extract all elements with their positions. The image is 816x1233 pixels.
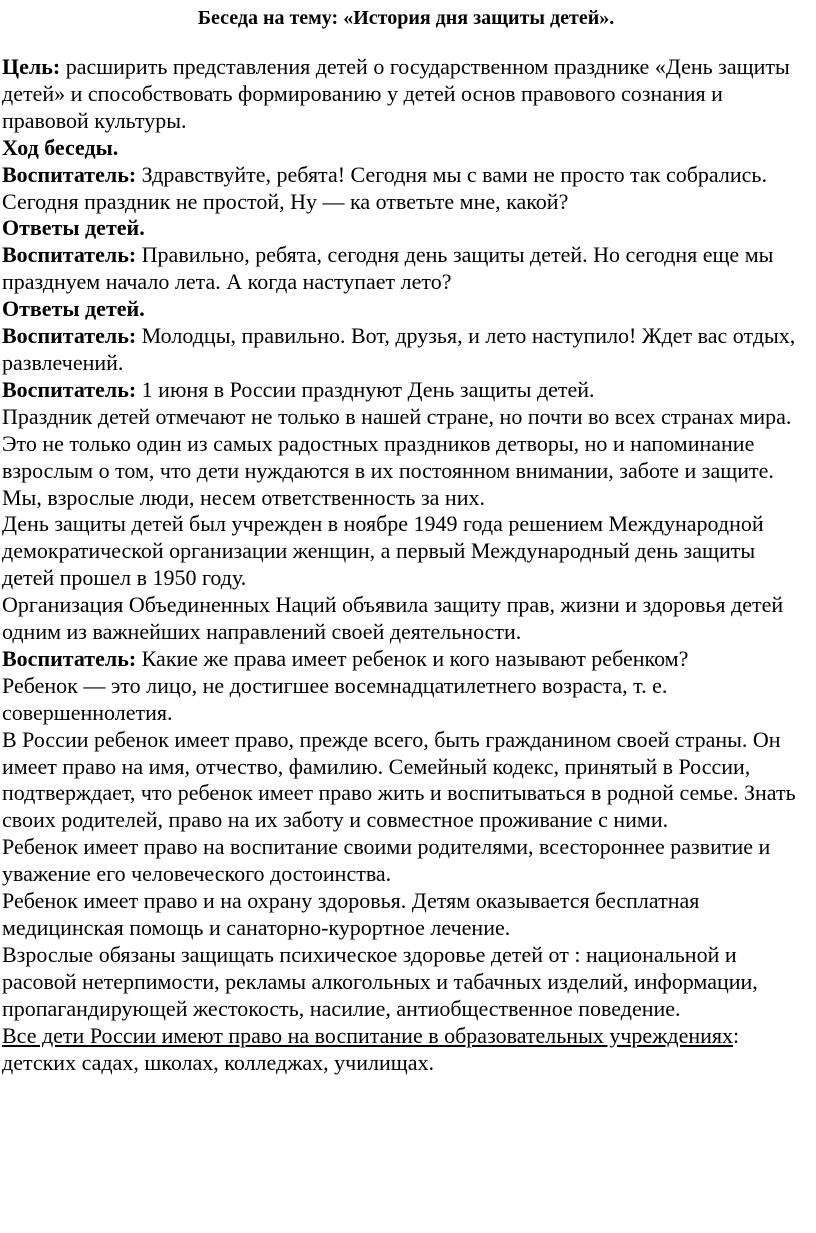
teacher-line-2: [2, 242, 810, 296]
teacher-label: Воспитатель:: [2, 161, 137, 187]
teacher-text-4: 1 июня в России празднуют День защиты детей.: [136, 376, 595, 402]
teacher-line-3: [2, 323, 810, 377]
education-underlined: Все дети России имеют право на воспитание в образовательных учреждениях: [2, 1022, 734, 1048]
education-rest: : детских садах, школах, колледжах, училищах.: [2, 1022, 740, 1075]
paragraph-education: [2, 1023, 810, 1077]
children-answers-2: Ответы детей.: [2, 296, 145, 322]
paragraph-un: Организация Объединенных Наций объявила защиту прав, жизни и здоровья детей одним из важнейших направлений своей деятельности.: [2, 592, 784, 645]
teacher-text-3: Молодцы, правильно. Вот, друзья, и лето наступило! Ждет вас отдых, развлечений.: [2, 323, 796, 375]
paragraph-adults: Взрослые обязаны защищать психическое здоровье детей от : национальной и расовой нетерпимости, рекламы алкогольных и табачных изделий, информации, пропагандирующей жестокость, насилие, антиобщественное поведение.: [2, 941, 758, 1021]
goal-label: Цель:: [2, 54, 61, 79]
paragraph-history: День защиты детей был учрежден в ноябре 1949 года решением Международной демократической организации женщин, а первый Международный день защиты детей прошел в 1950 году.: [2, 511, 764, 591]
teacher-text-5: Какие же права имеет ребенок и кого называют ребенком?: [136, 645, 689, 671]
teacher-line-4: [2, 377, 810, 404]
teacher-line-1: [2, 162, 810, 216]
teacher-text-1: Здравствуйте, ребята! Сегодня мы с вами не просто так собрались. Сегодня праздник не простой, Ну — ка ответьте мне, какой?: [2, 161, 767, 214]
teacher-line-5: [2, 646, 810, 673]
children-answers-1: Ответы детей.: [2, 215, 145, 241]
goal-paragraph: [2, 54, 810, 135]
teacher-text-2: Правильно, ребята, сегодня день защиты детей. Но сегодня еще мы празднуем начало лета. А когда наступает лето?: [2, 242, 774, 295]
paragraph-citizen: В России ребенок имеет право, прежде всего, быть гражданином своей страны. Он имеет право на имя, отчество, фамилию. Семейный кодекс, принятый в России, подтверждает, что ребенок имеет право жить и воспитываться в родной семье. Знать своих родителей, право на их заботу и совместное проживание с ними.: [2, 726, 796, 833]
document-title: Беседа на тему: «История дня защиты детей».: [197, 7, 615, 29]
paragraph-countries: Праздник детей отмечают не только в нашей стране, но почти во всех странах мира.: [2, 403, 792, 429]
paragraph-child-definition: Ребенок — это лицо, не достигшее восемнадцатилетнего возраста, т. е. совершеннолетия.: [2, 672, 668, 725]
goal-text: расширить представления детей о государственном празднике «День защиты детей» и способствовать формированию у детей основ правового сознания и правовой культуры.: [2, 54, 790, 133]
paragraph-upbringing: Ребенок имеет право на воспитание своими родителями, всестороннее развитие и уважение его человеческого достоинства.: [2, 834, 771, 887]
teacher-label: Воспитатель:: [2, 645, 137, 671]
teacher-label: Воспитатель:: [2, 376, 137, 402]
teacher-label: Воспитатель:: [2, 242, 137, 268]
paragraph-health: Ребенок имеет право и на охрану здоровья. Детям оказывается бесплатная медицинская помощь и санаторно-курортное лечение.: [2, 888, 700, 940]
course-heading: Ход беседы.: [2, 134, 119, 160]
paragraph-reminder: Это не только один из самых радостных праздников детворы, но и напоминание взрослым о том, что дети нуждаются в их постоянном внимании, заботе и защите. Мы, взрослые люди, несем ответственность за них.: [2, 430, 774, 510]
teacher-label: Воспитатель:: [2, 323, 137, 349]
